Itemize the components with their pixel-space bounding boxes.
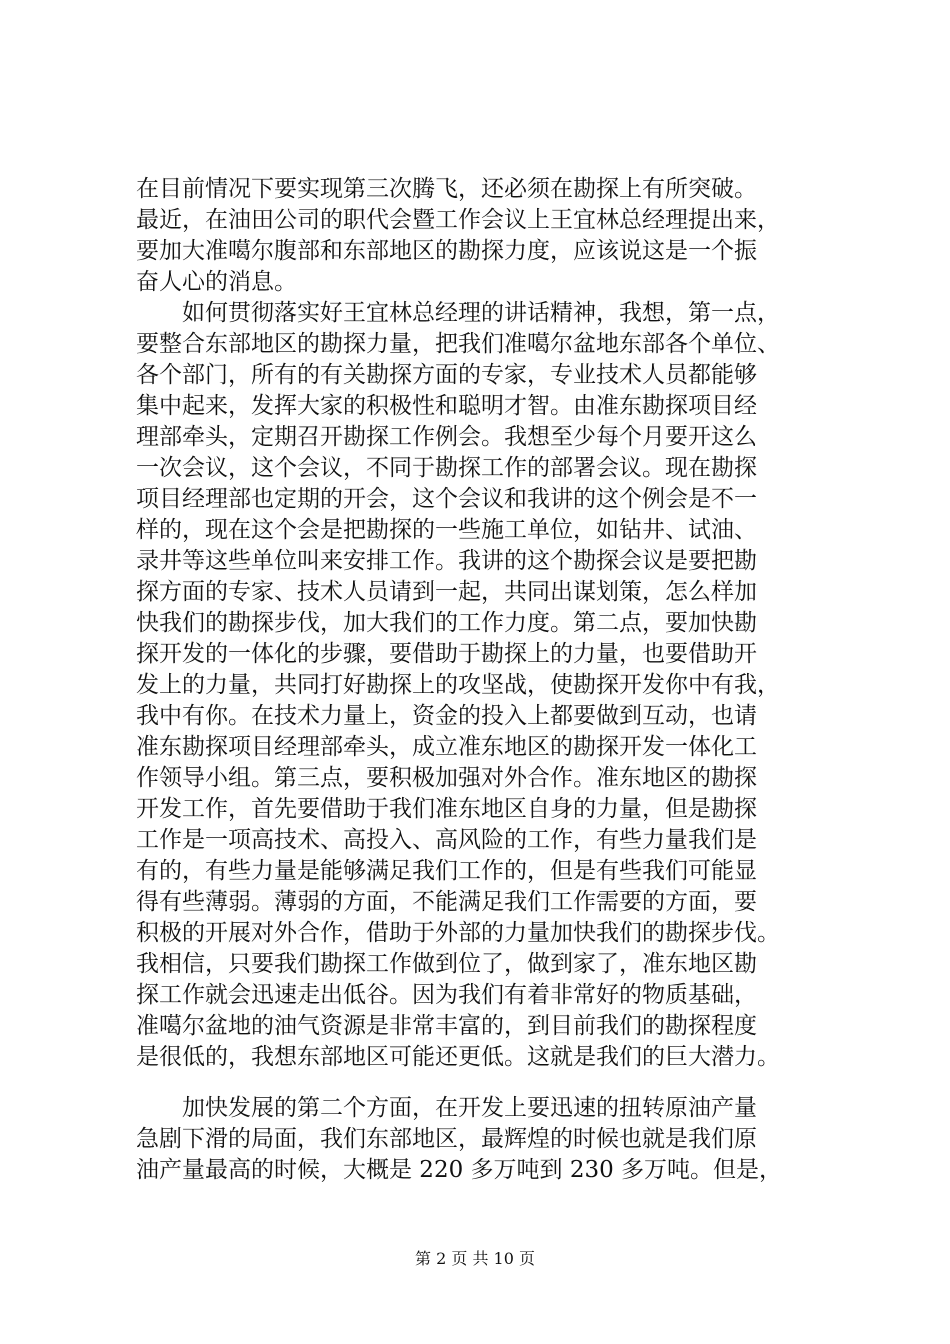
text-line: 探方面的专家、技术人员请到一起，共同出谋划策，怎么样加 [136,579,757,605]
text-line: 油产量最高的时候，大概是 220 多万吨到 230 多万吨。但是， [136,1157,783,1183]
text-line: 是很低的，我想东部地区可能还更低。这就是我们的巨大潜力。 [136,1044,780,1070]
text-line: 集中起来，发挥大家的积极性和聪明才智。由准东勘探项目经 [136,393,757,419]
text-line: 准噶尔盆地的油气资源是非常丰富的，到目前我们的勘探程度 [136,1013,757,1039]
text-line: 准东勘探项目经理部牵头，成立准东地区的勘探开发一体化工 [136,734,757,760]
text-line: 一次会议，这个会议，不同于勘探工作的部署会议。现在勘探 [136,455,757,481]
text-line: 探工作就会迅速走出低谷。因为我们有着非常好的物质基础， [136,982,757,1008]
text-line: 在目前情况下要实现第三次腾飞，还必须在勘探上有所突破。 [136,176,757,202]
text-line: 要加大准噶尔腹部和东部地区的勘探力度，应该说这是一个振 [136,238,757,264]
text-line: 加快发展的第二个方面，在开发上要迅速的扭转原油产量 [182,1095,757,1121]
text-line: 我中有你。在技术力量上，资金的投入上都要做到互动，也请 [136,703,757,729]
text-line: 奋人心的消息。 [136,269,297,295]
text-line: 得有些薄弱。薄弱的方面，不能满足我们工作需要的方面，要 [136,889,757,915]
text-line: 要整合东部地区的勘探力量，把我们准噶尔盆地东部各个单位、 [136,331,780,357]
text-line: 发上的力量，共同打好勘探上的攻坚战，使勘探开发你中有我， [136,672,780,698]
text-line: 项目经理部也定期的开会，这个会议和我讲的这个例会是不一 [136,486,757,512]
text-line: 样的，现在这个会是把勘探的一些施工单位，如钻井、试油、 [136,517,757,543]
text-line: 急剧下滑的局面，我们东部地区，最辉煌的时候也就是我们原 [136,1126,757,1152]
text-line: 理部牵头，定期召开勘探工作例会。我想至少每个月要开这么 [136,424,757,450]
text-line: 开发工作，首先要借助于我们准东地区自身的力量，但是勘探 [136,796,757,822]
text-line: 如何贯彻落实好王宜林总经理的讲话精神，我想，第一点， [182,300,780,326]
text-line: 我相信，只要我们勘探工作做到位了，做到家了，准东地区勘 [136,951,757,977]
text-line: 探开发的一体化的步骤，要借助于勘探上的力量，也要借助开 [136,641,757,667]
text-line: 最近，在油田公司的职代会暨工作会议上王宜林总经理提出来， [136,207,780,233]
text-line: 工作是一项高技术、高投入、高风险的工作，有些力量我们是 [136,827,757,853]
page-footer [0,1246,950,1269]
text-line: 作领导小组。第三点，要积极加强对外合作。准东地区的勘探 [136,765,757,791]
page-number-label: 第 2 页 共 10 页 [415,1249,535,1268]
text-line: 快我们的勘探步伐，加大我们的工作力度。第二点，要加快勘 [136,610,757,636]
text-line: 有的，有些力量是能够满足我们工作的，但是有些我们可能显 [136,858,757,884]
text-line: 积极的开展对外合作，借助于外部的力量加快我们的勘探步伐。 [136,920,780,946]
text-line: 各个部门，所有的有关勘探方面的专家，专业技术人员都能够 [136,362,757,388]
text-line: 录井等这些单位叫来安排工作。我讲的这个勘探会议是要把勘 [136,548,757,574]
